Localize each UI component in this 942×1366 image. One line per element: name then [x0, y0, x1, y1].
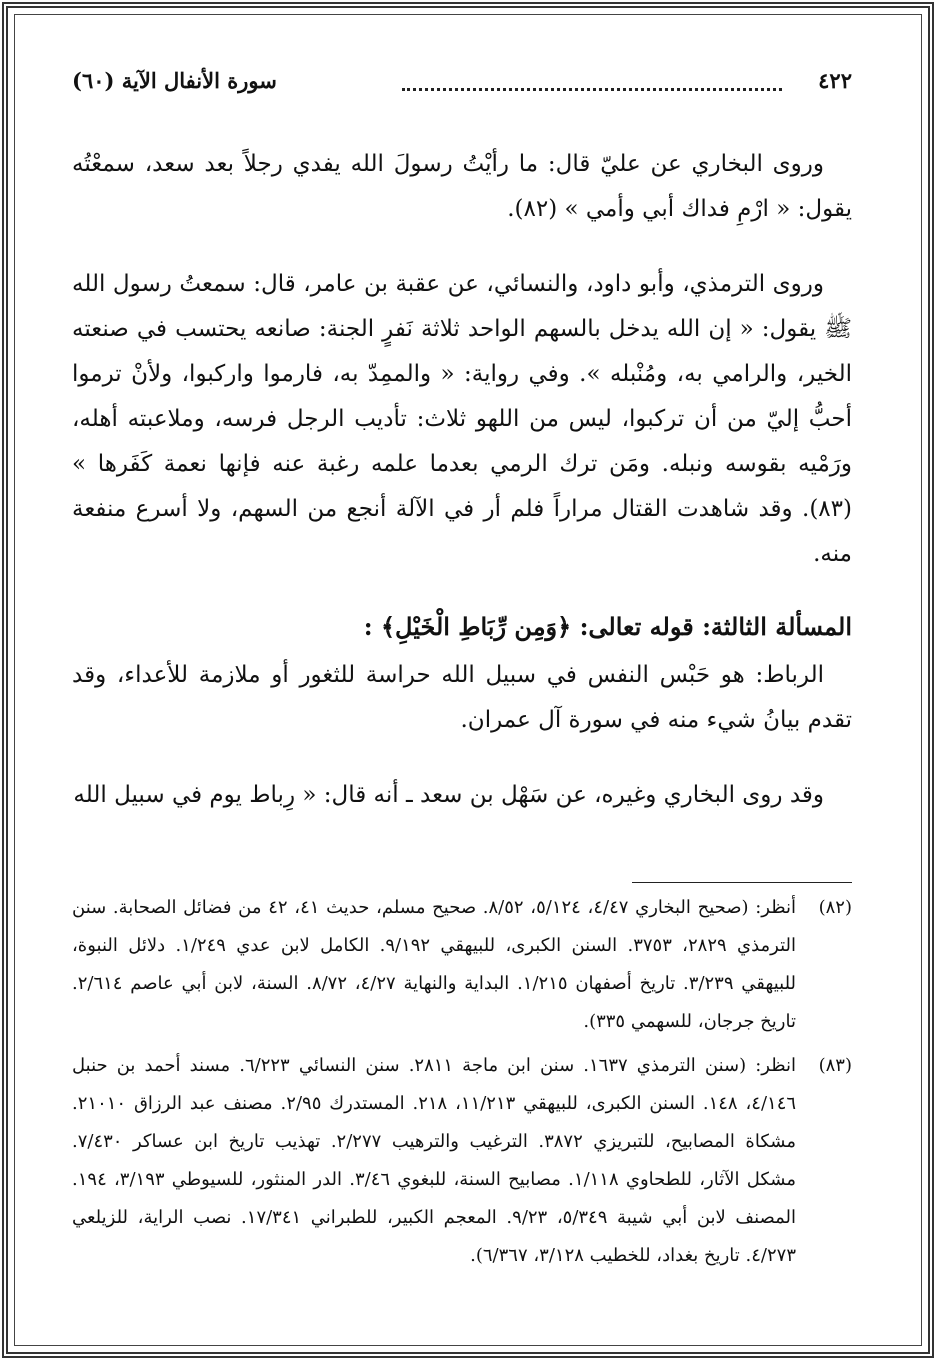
- main-text: [72, 142, 852, 818]
- footnote-number: (٨٣): [818, 1055, 852, 1076]
- footnote: [72, 889, 852, 1041]
- running-title: سورة الأنفال الآية (٦٠): [72, 68, 277, 93]
- paragraph: الرباط: هو حَبْس النفس في سبيل الله حراسة للثغور أو ملازمة للأعداء، وقد تقدم بيانُ شيء منه في سورة آل عمران.: [72, 662, 852, 733]
- header-dot-leader: [402, 88, 782, 91]
- page-number: ٤٢٢: [818, 68, 852, 93]
- paragraph: وروى البخاري عن عليّ قال: ما رأيْتُ رسولَ الله يفدي رجلاً بعد سعد، سمعْتُه يقول: « ارْمِ فداك أبي وأمي » (٨٢).: [72, 151, 852, 222]
- book-page: [72, 62, 852, 1266]
- section-heading: [72, 601, 852, 653]
- footnotes: [72, 882, 852, 1275]
- paragraph: وقد روى البخاري وغيره، عن سَهْل بن سعد ـ أنه قال: « رِباط يوم في سبيل الله: [73, 782, 824, 808]
- section-heading-label: المسألة الثالثة: قوله تعالى:: [579, 612, 852, 641]
- paragraph: وروى الترمذي، وأبو داود، والنسائي، عن عقبة بن عامر، قال: سمعتُ رسول الله ﷺ يقول: « إن الله يدخل بالسهم الواحد ثلاثة نَفرٍ الجنة: صانعه يحتسب في صنعته الخير، والرامي به، ومُنْبله ». وفي رواية: « والممِدّ به، فارموا واركبوا، ولأنْ ترموا أحبُّ إليّ من أن تركبوا، ليس من اللهو ثلاث: تأديب الرجل فرسه، وملاعبته أهله، ورَمْيه بقوسه ونبله. ومَن ترك الرمي بعدما علمه رغبة عنه فإنها نعمة كَفَرها » (٨٣). وقد شاهدت القتال مراراً فلم أر في الآلة أنجع من السهم، ولا أسرع منفعة منه.: [72, 271, 852, 567]
- footnote-number: (٨٢): [818, 897, 852, 918]
- footnote-text: انظر: (سنن الترمذي ١٦٣٧. سنن ابن ماجة ٢٨١١. سنن النسائي ٦/٢٢٣. مسند أحمد بن حنبل ٤/١٤٦، ١٤٨. السنن الكبرى، للبيهقي ١١/٢١٣، ٢١٨. المستدرك ٢/٩٥. مصنف عبد الرزاق ٢١٠١٠. مشكاة المصابيح، للتبريزي ٣٨٧٢. الترغيب والترهيب ٢/٢٧٧. تهذيب تاريخ ابن عساكر ٧/٤٣٠. مشكل الآثار، للطحاوي ١/١١٨. مصابيح السنة، للبغوي ٣/٤٦. الدر المنثور، للسيوطي ٣/١٩٣، ١٩٤. المصنف لابن أبي شيبة ٥/٣٤٩، ٩/٢٣. المعجم الكبير، للطبراني ١٧/٣٤١. نصب الراية، للزيلعي ٤/٢٧٣. تاريخ بغداد، للخطيب ٣/١٢٨، ٦/٣٦٧).: [72, 1055, 797, 1266]
- running-header: [72, 62, 852, 106]
- footnote-text: أنظر: (صحيح البخاري ٤/٤٧، ٥/١٢٤، ٨/٥٢. صحيح مسلم، حديث ٤١، ٤٢ من فضائل الصحابة. سنن الترمذي ٢٨٢٩، ٣٧٥٣. السنن الكبرى، للبيهقي ٩/١٩٢. الكامل لابن عدي ١/٢٤٩. دلائل النبوة، للبيهقي ٣/٢٣٩. تاريخ أصفهان ١/٢١٥. البداية والنهاية ٤/٢٧، ٨/٧٢. السنة، لابن أبي عاصم ٢/٦١٤. تاريخ جرجان، للسهمي ٣٣٥).: [72, 897, 797, 1032]
- quranic-verse: ﴿وَمِن رِّبَاطِ الْخَيْلِ﴾ :: [363, 612, 572, 641]
- footnote-separator: [632, 882, 852, 883]
- footnote: [72, 1047, 852, 1275]
